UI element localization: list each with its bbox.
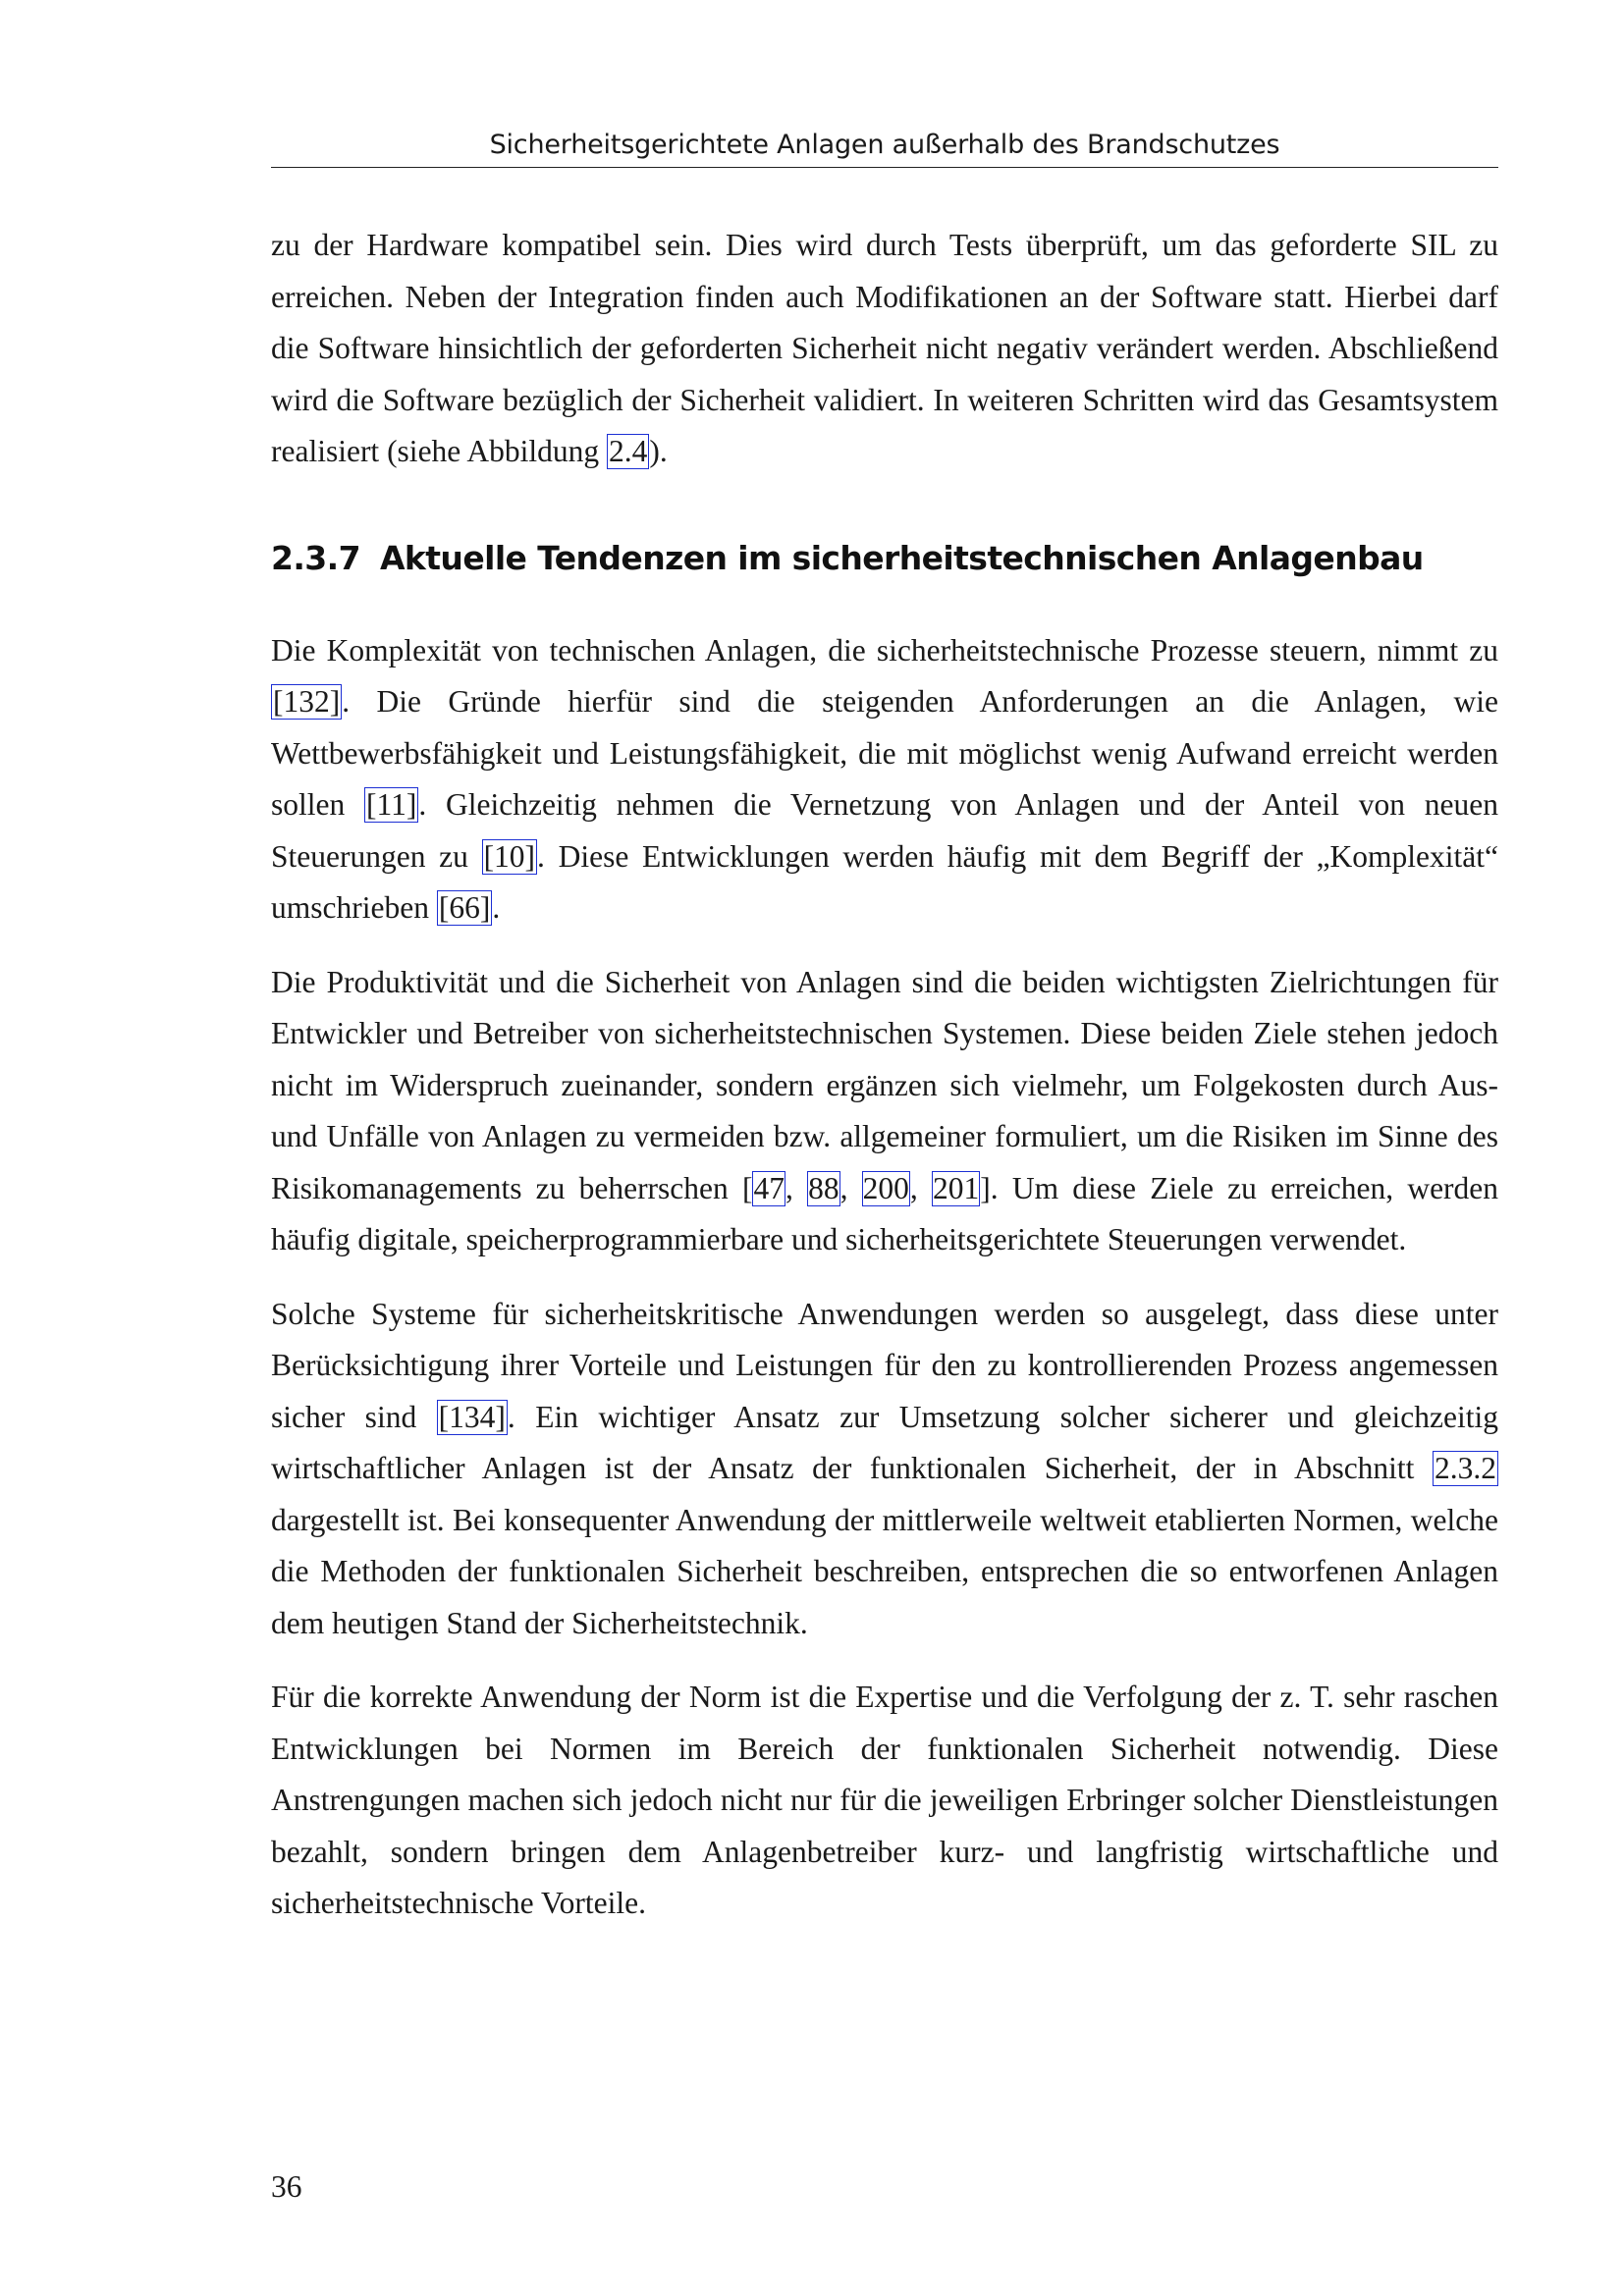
citation-group [742,1171,991,1205]
paragraph-text: Solche Systeme für sicherheitskritische Anwendungen werden so ausgelegt, dass diese unter Berücksichtigung ihrer Vorteile und Leistungen für den zu kontrollierenden Prozess angemessen sicher sind [271,1296,1498,1434]
citation-link-88[interactable]: 88 [808,1170,839,1205]
paragraph-text: . Diese Entwicklungen werden häufig mit dem Begriff der „Komplexität“ umschrieben [271,838,1498,925]
citation-link-66[interactable]: [66] [438,890,491,925]
paragraph-text: Für die korrekte Anwendung der Norm ist die Expertise und die Verfolgung der z. T. sehr raschen Entwicklungen bei Normen im Bereich der funktionalen Sicherheit notwendig. Diese Anstrengungen machen sich jedoch nicht nur für die jeweiligen Erbringer solcher Dienstleistungen bezahlt, sondern bringen dem Anlagenbetreiber kurz- und langfristig wirtschaftliche und sicherheitstechnische Vorteile. [271,1680,1498,1920]
citation-link-201[interactable]: 201 [933,1170,980,1205]
paragraph-text: Die Komplexität von technischen Anlagen, die sicherheitstechnische Prozesse steuern, nimmt zu [271,632,1498,667]
paragraph-text: ). [649,434,668,468]
running-header: Sicherheitsgerichtete Anlagen außerhalb des Brandschutzes [489,130,1280,160]
paragraph-text: . Die Gründe hierfür sind die steigenden Anforderungen an die Anlagen, wie Wettbewerbsfähigkeit und Leistungsfähigkeit, die mit möglichst wenig Aufwand erreicht werden sollen [271,684,1498,822]
citation-separator: , [909,1170,933,1205]
citation-link-47[interactable]: 47 [753,1170,785,1205]
paragraph-text: dargestellt ist. Bei konsequenter Anwendung der mittlerweile weltweit etablierten Normen, welche die Methoden der funktionalen Sicherheit beschreiben, entsprechen die so entworfenen Anlagen dem heutigen Stand der Sicherheitstechnik. [271,1502,1498,1640]
paragraph-complexity [271,625,1498,934]
citation-bracket: ] [980,1170,991,1205]
citation-link-132[interactable]: [132] [273,684,341,719]
paragraph-text: . Ein wichtiger Ansatz zur Umsetzung solcher sicherer und gleichzeitig wirtschaftlicher Anlagen ist der Ansatz der funktionalen Sicherheit, der in Abschnitt [271,1399,1498,1485]
figure-reference-link[interactable]: 2.4 [609,434,648,468]
paragraph-norms [271,1672,1498,1930]
paragraph-systems [271,1289,1498,1650]
paragraph-text: . Gleichzeitig nehmen die Vernetzung von Anlagen und der Anteil von neuen Steuerungen zu [271,787,1498,874]
citation-link-134[interactable]: [134] [438,1399,506,1434]
citation-bracket: [ [741,1170,753,1205]
paragraph-productivity [271,957,1498,1266]
citation-separator: , [839,1170,862,1205]
body-text [271,220,1498,1952]
paragraph-text: . [492,890,501,925]
citation-link-10[interactable]: [10] [483,838,536,874]
paragraph-intro [271,220,1498,478]
section-reference-link[interactable]: 2.3.2 [1435,1451,1496,1485]
section-heading [271,534,1498,583]
header-rule [271,167,1498,168]
page-number: 36 [271,2169,302,2204]
paragraph-text: Die Produktivität und die Sicherheit von Anlagen sind die beiden wichtigsten Zielrichtungen für Entwickler und Betreiber von sicherheitstechnischen Systemen. Diese beiden Ziele stehen jedoch nicht im Widerspruch zueinander, sondern ergänzen sich vielmehr, um Folgekosten durch Aus- und Unfälle von Anlagen zu vermeiden bzw. allgemeiner formuliert, um die Risiken im Sinne des Risikomanagements zu beherrschen [271,964,1498,1205]
citation-link-200[interactable]: 200 [862,1170,909,1205]
section-number: 2.3.7 [271,538,360,577]
paragraph-text: zu der Hardware kompatibel sein. Dies wird durch Tests überprüft, um das geforderte SIL zu erreichen. Neben der Integration finden auch Modifikationen an der Software statt. Hierbei darf die Software hinsichtlich der geforderten Sicherheit nicht negativ verändert werden. Abschließend wird die Software bezüglich der Sicherheit validiert. In weiteren Schritten wird das Gesamtsystem realisiert (siehe Abbildung [271,228,1498,468]
section-title: Aktuelle Tendenzen im sicherheitstechnischen Anlagenbau [379,538,1424,577]
paragraph-text: . Um diese Ziele zu erreichen, werden häufig digitale, speicherprogrammierbare und sicherheitsgerichtete Steuerungen verwendet. [271,1170,1499,1256]
citation-separator: , [785,1170,808,1205]
citation-link-11[interactable]: [11] [366,787,417,822]
